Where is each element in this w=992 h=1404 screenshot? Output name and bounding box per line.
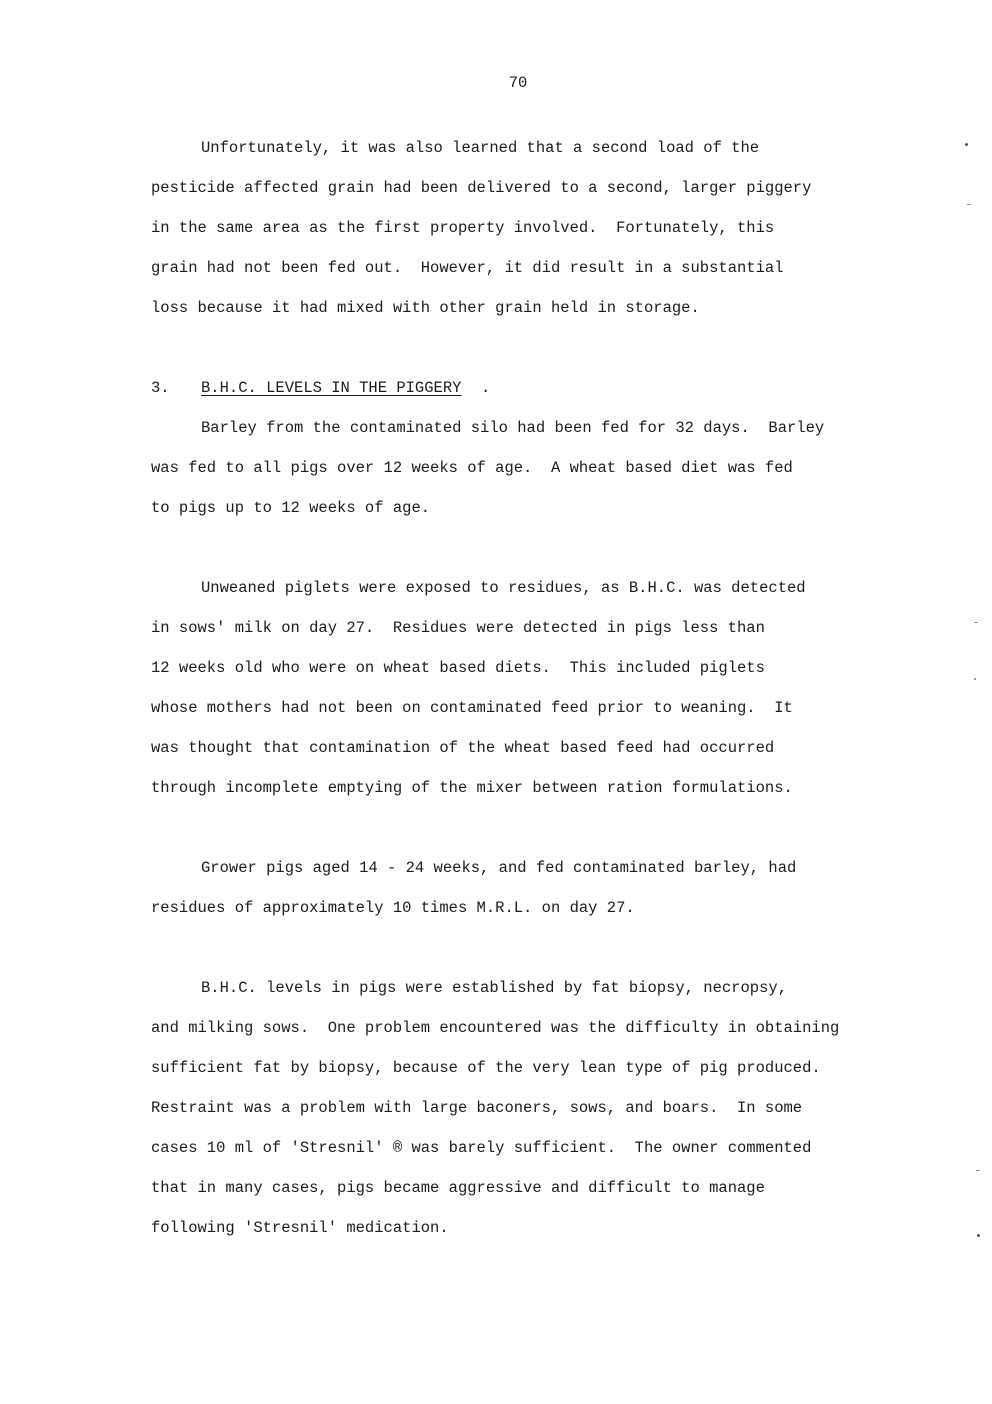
paragraph-line: B.H.C. levels in pigs were established by fat biopsy, necropsy, xyxy=(201,979,787,997)
paragraph-line: was thought that contamination of the wheat based feed had occurred xyxy=(151,739,775,757)
paragraph-line: following 'Stresnil' medication. xyxy=(151,1219,449,1237)
paragraph-line: and milking sows. One problem encountered was the difficulty in obtaining xyxy=(151,1019,840,1037)
paragraph-line: pesticide affected grain had been delivered to a second, larger piggery xyxy=(151,179,812,197)
paragraph-line: through incomplete emptying of the mixer between ration formulations. xyxy=(151,779,793,797)
scan-speck xyxy=(977,1234,980,1237)
paragraph-line: that in many cases, pigs became aggressive and difficult to manage xyxy=(151,1179,765,1197)
paragraph-line: loss because it had mixed with other grain held in storage. xyxy=(151,299,700,317)
scan-speck xyxy=(974,678,976,680)
paragraph-line: was fed to all pigs over 12 weeks of age. A wheat based diet was fed xyxy=(151,459,793,477)
paragraph-line: 12 weeks old who were on wheat based diets. This included piglets xyxy=(151,659,765,677)
scan-speck xyxy=(967,204,971,205)
paragraph-line: Barley from the contaminated silo had been fed for 32 days. Barley xyxy=(201,419,825,437)
scan-speck xyxy=(965,143,968,146)
paragraph-line: cases 10 ml of 'Stresnil' ® was barely sufficient. The owner commented xyxy=(151,1139,812,1157)
section-title: B.H.C. LEVELS IN THE PIGGERY xyxy=(201,379,462,397)
section-number: 3. xyxy=(151,379,170,397)
page-number: 70 xyxy=(508,74,528,92)
paragraph-line: Restraint was a problem with large baconers, sows, and boars. In some xyxy=(151,1099,803,1117)
paragraph-line: in sows' milk on day 27. Residues were detected in pigs less than xyxy=(151,619,765,637)
paragraph-line: Unweaned piglets were exposed to residues, as B.H.C. was detected xyxy=(201,579,806,597)
paragraph-line: to pigs up to 12 weeks of age. xyxy=(151,499,431,517)
paragraph-line: Grower pigs aged 14 - 24 weeks, and fed contaminated barley, had xyxy=(201,859,797,877)
paragraph-line: sufficient fat by biopsy, because of the very lean type of pig produced. xyxy=(151,1059,821,1077)
scan-speck xyxy=(976,1170,980,1171)
paragraph-line: grain had not been fed out. However, it did result in a substantial xyxy=(151,259,784,277)
section-title-period: . xyxy=(481,379,491,397)
paragraph-line: Unfortunately, it was also learned that a second load of the xyxy=(201,139,760,157)
paragraph-line: in the same area as the first property involved. Fortunately, this xyxy=(151,219,775,237)
paragraph-line: residues of approximately 10 times M.R.L. on day 27. xyxy=(151,899,635,917)
paragraph-line: whose mothers had not been on contaminated feed prior to weaning. It xyxy=(151,699,793,717)
scan-speck xyxy=(974,622,978,623)
